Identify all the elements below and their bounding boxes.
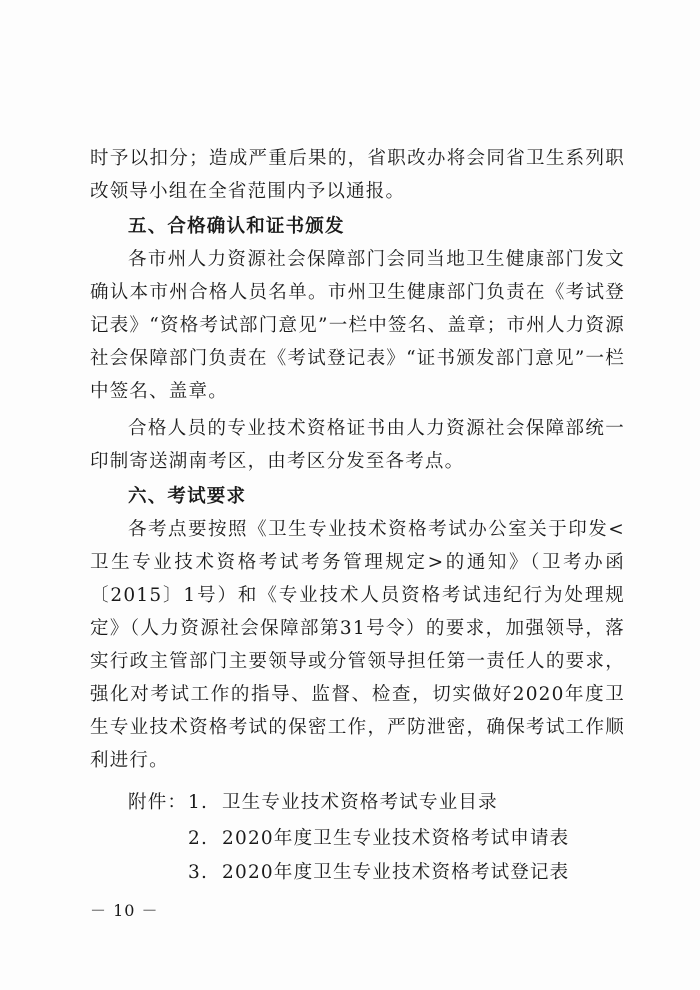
paragraph-text: 合格人员的专业技术资格证书由人力资源社会保障部统一印制寄送湖南考区，由考区分发至各考点。 bbox=[90, 418, 625, 472]
paragraph-text: 各市州人力资源社会保障部门会同当地卫生健康部门发文确认本市州合格人员名单。市州卫生健康部门负责在《考试登记表》“资格考试部门意见”一栏中签名、盖章；市州人力资源社会保障部门负责在《考试登记表》“证书颁发部门意见”一栏中签名、盖章。 bbox=[90, 249, 625, 402]
attachment-number: 1. bbox=[188, 792, 209, 813]
paragraph-text: 各考点要按照《卫生专业技术资格考试办公室关于印发<卫生专业技术资格考试考务管理规定>的通知》（卫考办函〔2015〕1号）和《专业技术人员资格考试违纪行为处理规定》（人力资源社会保障部第31号令）的要求，加强领导，落实行政主管部门主要领导或分管领导担任第一责任人的要求，强化对考试工作的指导、监督、检查，切实做好2020年度卫生专业技术资格考试的保密工作，严防泄密，确保考试工作顺利进行。 bbox=[90, 519, 625, 771]
section-heading-5: 五、合格确认和证书颁发 bbox=[128, 216, 345, 237]
paragraph-requirements bbox=[90, 513, 625, 777]
paragraph-confirmation bbox=[90, 243, 625, 408]
attachment-title: 2020年度卫生专业技术资格考试登记表 bbox=[222, 862, 570, 883]
section-heading-6: 六、考试要求 bbox=[128, 486, 247, 507]
attachment-title: 2020年度卫生专业技术资格考试申请表 bbox=[222, 828, 570, 849]
attachment-item bbox=[188, 824, 569, 854]
attachment-title: 卫生专业技术资格考试专业目录 bbox=[222, 792, 498, 813]
attachment-item bbox=[188, 858, 569, 888]
attachment-item bbox=[188, 788, 498, 818]
paragraph-continuation bbox=[90, 142, 625, 208]
paragraph-certificate bbox=[90, 412, 625, 478]
page-number: － 10 － bbox=[90, 901, 159, 920]
attachment-number: 3. bbox=[188, 862, 209, 883]
paragraph-text: 时予以扣分；造成严重后果的，省职改办将会同省卫生系列职改领导小组在全省范围内予以通报。 bbox=[90, 148, 625, 202]
attachments-label: 附件： bbox=[128, 792, 188, 813]
attachment-number: 2. bbox=[188, 828, 209, 849]
